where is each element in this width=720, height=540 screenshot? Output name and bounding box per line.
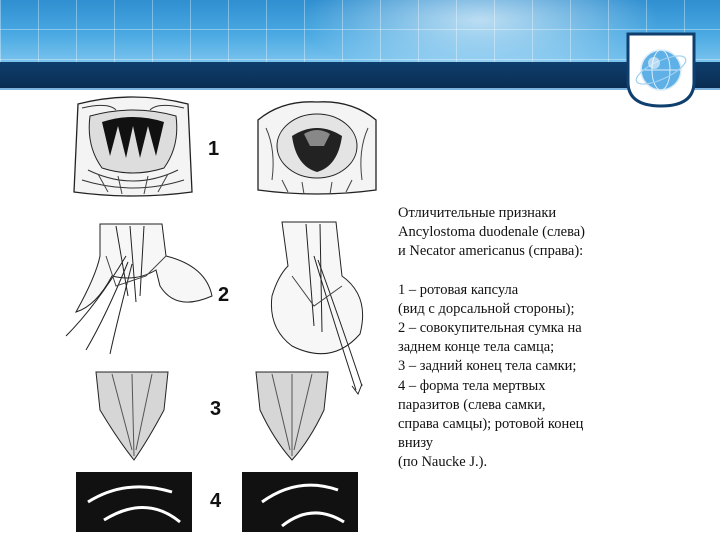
header-banner [0,0,720,62]
mouth-capsule-ancylostoma [68,96,198,200]
figure-caption [398,204,698,473]
copulatory-bursa-ancylostoma [56,216,216,356]
caption-line: справа самцы); ротовой конец [398,416,584,433]
caption-line: (по Naucke J.). [398,454,488,471]
banner-glow [300,0,660,62]
header-strip [0,62,720,88]
panel-number-3: 3 [210,398,222,420]
panel-number-2: 2 [218,284,230,306]
caption-line: 2 – совокупительная сумка на [398,320,582,337]
caption-line: 1 – ротовая капсула [398,281,519,298]
globe-icon [624,30,698,108]
caption-line: заднем конце тела самца; [398,339,555,356]
mouth-capsule-necator [252,100,382,196]
female-tail-necator [252,370,332,462]
caption-heading-line-2: Ancylostoma duodenale (слева) [398,224,586,241]
caption-gap [398,262,698,281]
caption-line: внизу [398,435,434,452]
female-tail-ancylostoma [92,370,172,462]
dead-parasites-males [242,472,358,532]
panel-number-1: 1 [208,138,220,160]
caption-heading-line-1: Отличительные признаки [398,205,557,221]
copulatory-bursa-necator [262,216,372,396]
panel-number-4: 4 [210,490,222,512]
caption-heading-line-3: и Necator americanus (справа): [398,243,584,260]
caption-line: 3 – задний конец тела самки; [398,358,577,375]
header-divider [0,88,720,90]
caption-line: 4 – форма тела мертвых [398,377,546,394]
caption-line: паразитов (слева самки, [398,396,546,413]
caption-line: (вид с дорсальной стороны); [398,300,575,317]
dead-parasites-females [76,472,192,532]
